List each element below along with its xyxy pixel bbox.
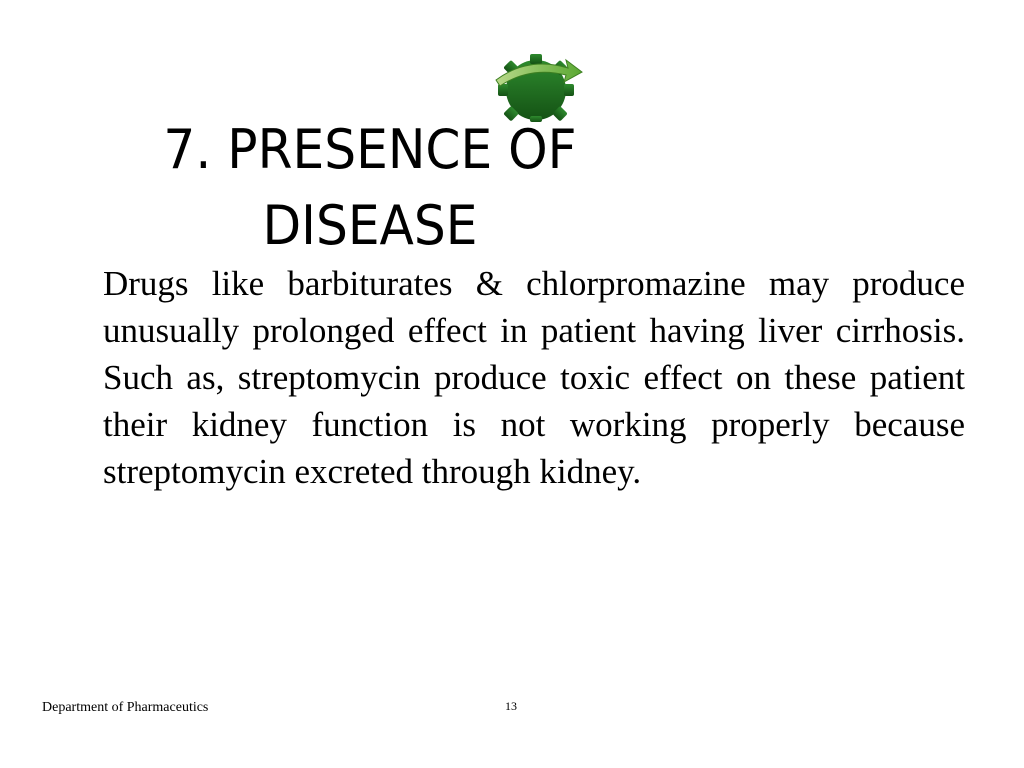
slide-title-line-1: 7. PRESENCE OF — [163, 118, 577, 181]
footer-department: Department of Pharmaceutics — [42, 700, 209, 715]
slide-body-text: Drugs like barbiturates & chlorpromazine may produce unusually prolonged effect in patient having liver cirrhosis. Such as, streptomycin produce toxic effect on these patient their kidney function is not working properly because streptomycin excreted through kidney. — [103, 264, 965, 491]
footer-page-number: 13 — [505, 699, 517, 713]
slide-title — [130, 112, 610, 264]
slide-title-line-2: DISEASE — [262, 194, 478, 257]
